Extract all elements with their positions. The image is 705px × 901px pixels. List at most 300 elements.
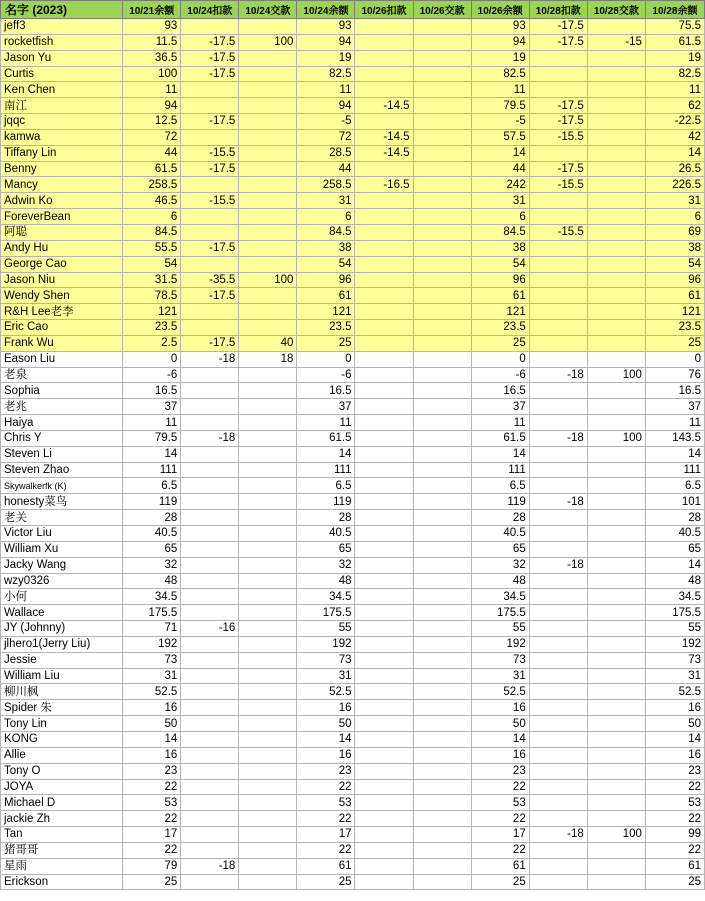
cell-deduction-1024[interactable] xyxy=(181,636,239,652)
cell-deduction-1024[interactable] xyxy=(181,747,239,763)
cell-balance-1024[interactable]: 50 xyxy=(297,716,355,732)
column-header-1026-payment[interactable]: 10/26交款 xyxy=(413,1,471,19)
cell-payment-1024[interactable] xyxy=(239,240,297,256)
cell-deduction-1024[interactable] xyxy=(181,462,239,478)
cell-deduction-1024[interactable] xyxy=(181,652,239,668)
cell-payment-1024[interactable] xyxy=(239,399,297,415)
cell-payment-1028[interactable] xyxy=(587,842,645,858)
cell-balance-1028[interactable]: 16 xyxy=(645,700,704,716)
cell-payment-1024[interactable] xyxy=(239,177,297,193)
cell-payment-1028[interactable] xyxy=(587,304,645,320)
cell-deduction-1028[interactable] xyxy=(529,842,587,858)
cell-balance-1026[interactable]: 16 xyxy=(471,747,529,763)
cell-deduction-1026[interactable] xyxy=(355,335,413,351)
cell-balance-1026[interactable]: 23 xyxy=(471,763,529,779)
cell-balance-1024[interactable]: 52.5 xyxy=(297,684,355,700)
cell-deduction-1028[interactable] xyxy=(529,478,587,494)
cell-balance-1024[interactable]: 32 xyxy=(297,557,355,573)
cell-deduction-1024[interactable] xyxy=(181,668,239,684)
cell-balance-1021[interactable]: 6.5 xyxy=(123,478,181,494)
cell-balance-1026[interactable]: 40.5 xyxy=(471,526,529,542)
cell-payment-1028[interactable] xyxy=(587,811,645,827)
cell-payment-1026[interactable] xyxy=(413,684,471,700)
cell-name[interactable]: jeff3 xyxy=(1,19,123,35)
cell-balance-1028[interactable]: 226.5 xyxy=(645,177,704,193)
cell-balance-1026[interactable]: 19 xyxy=(471,50,529,66)
cell-payment-1026[interactable] xyxy=(413,874,471,890)
cell-balance-1024[interactable]: 84.5 xyxy=(297,224,355,240)
cell-deduction-1024[interactable] xyxy=(181,256,239,272)
cell-deduction-1028[interactable] xyxy=(529,573,587,589)
cell-name[interactable]: jlhero1(Jerry Liu) xyxy=(1,636,123,652)
cell-deduction-1026[interactable] xyxy=(355,779,413,795)
cell-deduction-1024[interactable] xyxy=(181,367,239,383)
cell-deduction-1028[interactable] xyxy=(529,700,587,716)
cell-deduction-1028[interactable] xyxy=(529,82,587,98)
cell-balance-1024[interactable]: 31 xyxy=(297,668,355,684)
cell-balance-1021[interactable]: 6 xyxy=(123,209,181,225)
cell-deduction-1028[interactable] xyxy=(529,383,587,399)
cell-name[interactable]: Wendy Shen xyxy=(1,288,123,304)
cell-payment-1024[interactable] xyxy=(239,573,297,589)
cell-deduction-1026[interactable] xyxy=(355,288,413,304)
cell-name[interactable]: Sophia xyxy=(1,383,123,399)
cell-deduction-1024[interactable]: -18 xyxy=(181,351,239,367)
cell-balance-1026[interactable]: 11 xyxy=(471,82,529,98)
cell-balance-1028[interactable]: 37 xyxy=(645,399,704,415)
cell-balance-1024[interactable]: 53 xyxy=(297,795,355,811)
cell-payment-1024[interactable] xyxy=(239,114,297,130)
cell-name[interactable]: Tan xyxy=(1,827,123,843)
cell-name[interactable]: William Liu xyxy=(1,668,123,684)
cell-payment-1028[interactable]: 100 xyxy=(587,367,645,383)
cell-deduction-1026[interactable] xyxy=(355,747,413,763)
cell-deduction-1024[interactable] xyxy=(181,478,239,494)
cell-balance-1021[interactable]: 16.5 xyxy=(123,383,181,399)
cell-balance-1026[interactable]: 61.5 xyxy=(471,430,529,446)
cell-balance-1026[interactable]: 34.5 xyxy=(471,589,529,605)
cell-balance-1028[interactable]: 6.5 xyxy=(645,478,704,494)
cell-balance-1021[interactable]: 2.5 xyxy=(123,335,181,351)
cell-payment-1024[interactable] xyxy=(239,763,297,779)
cell-name[interactable]: Wallace xyxy=(1,605,123,621)
cell-balance-1021[interactable]: 55.5 xyxy=(123,240,181,256)
cell-balance-1026[interactable]: 65 xyxy=(471,541,529,557)
cell-name[interactable]: kamwa xyxy=(1,129,123,145)
cell-payment-1024[interactable] xyxy=(239,636,297,652)
cell-payment-1026[interactable] xyxy=(413,367,471,383)
cell-deduction-1024[interactable] xyxy=(181,304,239,320)
cell-deduction-1028[interactable] xyxy=(529,652,587,668)
cell-payment-1028[interactable] xyxy=(587,700,645,716)
cell-balance-1026[interactable]: 25 xyxy=(471,335,529,351)
cell-deduction-1026[interactable] xyxy=(355,573,413,589)
cell-deduction-1028[interactable]: -15.5 xyxy=(529,224,587,240)
cell-balance-1028[interactable]: 65 xyxy=(645,541,704,557)
cell-deduction-1026[interactable] xyxy=(355,415,413,431)
cell-balance-1026[interactable]: 6 xyxy=(471,209,529,225)
cell-balance-1021[interactable]: 31 xyxy=(123,668,181,684)
cell-payment-1026[interactable] xyxy=(413,811,471,827)
cell-balance-1026[interactable]: 54 xyxy=(471,256,529,272)
cell-balance-1021[interactable]: 175.5 xyxy=(123,605,181,621)
cell-payment-1028[interactable] xyxy=(587,288,645,304)
cell-deduction-1024[interactable] xyxy=(181,589,239,605)
cell-name[interactable]: JY (Johnny) xyxy=(1,621,123,637)
cell-deduction-1024[interactable] xyxy=(181,842,239,858)
cell-name[interactable]: 星雨 xyxy=(1,858,123,874)
cell-balance-1026[interactable]: 57.5 xyxy=(471,129,529,145)
cell-deduction-1028[interactable] xyxy=(529,510,587,526)
cell-balance-1028[interactable]: 50 xyxy=(645,716,704,732)
cell-payment-1024[interactable] xyxy=(239,462,297,478)
cell-deduction-1026[interactable]: -14.5 xyxy=(355,98,413,114)
cell-payment-1028[interactable] xyxy=(587,82,645,98)
cell-deduction-1026[interactable]: -16.5 xyxy=(355,177,413,193)
cell-deduction-1028[interactable]: -15.5 xyxy=(529,129,587,145)
cell-balance-1028[interactable]: 62 xyxy=(645,98,704,114)
cell-payment-1026[interactable] xyxy=(413,114,471,130)
cell-balance-1024[interactable]: 44 xyxy=(297,161,355,177)
cell-payment-1024[interactable] xyxy=(239,731,297,747)
cell-payment-1026[interactable] xyxy=(413,19,471,35)
cell-balance-1028[interactable]: 0 xyxy=(645,351,704,367)
cell-balance-1024[interactable]: 38 xyxy=(297,240,355,256)
cell-payment-1024[interactable] xyxy=(239,193,297,209)
cell-balance-1028[interactable]: 82.5 xyxy=(645,66,704,82)
cell-deduction-1026[interactable] xyxy=(355,240,413,256)
cell-balance-1021[interactable]: 32 xyxy=(123,557,181,573)
cell-deduction-1028[interactable] xyxy=(529,747,587,763)
cell-deduction-1024[interactable] xyxy=(181,129,239,145)
cell-deduction-1024[interactable] xyxy=(181,605,239,621)
cell-balance-1026[interactable]: 31 xyxy=(471,668,529,684)
cell-payment-1028[interactable] xyxy=(587,50,645,66)
cell-payment-1026[interactable] xyxy=(413,494,471,510)
cell-payment-1024[interactable] xyxy=(239,874,297,890)
cell-deduction-1026[interactable] xyxy=(355,731,413,747)
cell-balance-1024[interactable]: 54 xyxy=(297,256,355,272)
cell-balance-1021[interactable]: 71 xyxy=(123,621,181,637)
cell-deduction-1026[interactable] xyxy=(355,462,413,478)
cell-deduction-1024[interactable]: -18 xyxy=(181,858,239,874)
cell-balance-1021[interactable]: 119 xyxy=(123,494,181,510)
cell-name[interactable]: Tony Lin xyxy=(1,716,123,732)
cell-balance-1021[interactable]: 14 xyxy=(123,446,181,462)
cell-name[interactable]: Andy Hu xyxy=(1,240,123,256)
cell-name[interactable]: Mancy xyxy=(1,177,123,193)
cell-name[interactable]: Steven Zhao xyxy=(1,462,123,478)
cell-balance-1028[interactable]: 99 xyxy=(645,827,704,843)
cell-balance-1021[interactable]: 17 xyxy=(123,827,181,843)
cell-balance-1026[interactable]: 11 xyxy=(471,415,529,431)
cell-deduction-1026[interactable] xyxy=(355,621,413,637)
cell-deduction-1028[interactable]: -17.5 xyxy=(529,161,587,177)
cell-deduction-1024[interactable]: -17.5 xyxy=(181,114,239,130)
cell-deduction-1026[interactable] xyxy=(355,494,413,510)
cell-payment-1024[interactable] xyxy=(239,811,297,827)
cell-balance-1024[interactable]: 16.5 xyxy=(297,383,355,399)
cell-payment-1028[interactable]: 100 xyxy=(587,430,645,446)
cell-deduction-1024[interactable] xyxy=(181,19,239,35)
cell-name[interactable]: KONG xyxy=(1,731,123,747)
cell-payment-1024[interactable] xyxy=(239,129,297,145)
cell-name[interactable]: R&H Lee老李 xyxy=(1,304,123,320)
cell-deduction-1024[interactable] xyxy=(181,827,239,843)
cell-balance-1026[interactable]: 119 xyxy=(471,494,529,510)
cell-deduction-1026[interactable] xyxy=(355,668,413,684)
cell-payment-1024[interactable] xyxy=(239,621,297,637)
cell-balance-1024[interactable]: 55 xyxy=(297,621,355,637)
cell-deduction-1026[interactable] xyxy=(355,510,413,526)
cell-name[interactable]: Jason Niu xyxy=(1,272,123,288)
cell-deduction-1024[interactable] xyxy=(181,510,239,526)
cell-deduction-1028[interactable] xyxy=(529,668,587,684)
cell-payment-1024[interactable] xyxy=(239,50,297,66)
cell-balance-1026[interactable]: 32 xyxy=(471,557,529,573)
cell-balance-1024[interactable]: 14 xyxy=(297,446,355,462)
cell-name[interactable]: ForeverBean xyxy=(1,209,123,225)
cell-name[interactable]: Tony O xyxy=(1,763,123,779)
cell-balance-1028[interactable]: 192 xyxy=(645,636,704,652)
cell-balance-1021[interactable]: 25 xyxy=(123,874,181,890)
cell-balance-1026[interactable]: 14 xyxy=(471,446,529,462)
cell-balance-1024[interactable]: 258.5 xyxy=(297,177,355,193)
cell-name[interactable]: George Cao xyxy=(1,256,123,272)
cell-name[interactable]: Benny xyxy=(1,161,123,177)
cell-payment-1028[interactable] xyxy=(587,446,645,462)
cell-payment-1024[interactable] xyxy=(239,700,297,716)
cell-balance-1028[interactable]: 14 xyxy=(645,557,704,573)
cell-payment-1028[interactable] xyxy=(587,19,645,35)
cell-balance-1028[interactable]: 14 xyxy=(645,446,704,462)
cell-balance-1024[interactable]: 22 xyxy=(297,779,355,795)
cell-balance-1024[interactable]: 121 xyxy=(297,304,355,320)
cell-payment-1024[interactable]: 100 xyxy=(239,34,297,50)
cell-payment-1026[interactable] xyxy=(413,399,471,415)
cell-deduction-1028[interactable] xyxy=(529,320,587,336)
cell-balance-1026[interactable]: 23.5 xyxy=(471,320,529,336)
cell-deduction-1024[interactable] xyxy=(181,684,239,700)
cell-payment-1028[interactable] xyxy=(587,510,645,526)
cell-payment-1028[interactable] xyxy=(587,383,645,399)
cell-balance-1024[interactable]: 192 xyxy=(297,636,355,652)
column-header-1028-deduction[interactable]: 10/28扣款 xyxy=(529,1,587,19)
cell-payment-1026[interactable] xyxy=(413,161,471,177)
cell-payment-1028[interactable] xyxy=(587,351,645,367)
cell-deduction-1024[interactable] xyxy=(181,177,239,193)
cell-payment-1026[interactable] xyxy=(413,842,471,858)
cell-payment-1024[interactable] xyxy=(239,256,297,272)
cell-payment-1024[interactable] xyxy=(239,494,297,510)
cell-payment-1026[interactable] xyxy=(413,82,471,98)
cell-balance-1026[interactable]: 38 xyxy=(471,240,529,256)
cell-name[interactable]: Victor Liu xyxy=(1,526,123,542)
cell-balance-1021[interactable]: 11.5 xyxy=(123,34,181,50)
cell-deduction-1028[interactable]: -18 xyxy=(529,827,587,843)
cell-payment-1024[interactable] xyxy=(239,19,297,35)
cell-balance-1024[interactable]: 31 xyxy=(297,193,355,209)
cell-balance-1026[interactable]: 50 xyxy=(471,716,529,732)
column-header-1026-balance[interactable]: 10/26余额 xyxy=(471,1,529,19)
cell-balance-1024[interactable]: 48 xyxy=(297,573,355,589)
cell-balance-1028[interactable]: 22 xyxy=(645,842,704,858)
column-header-1028-payment[interactable]: 10/28交款 xyxy=(587,1,645,19)
cell-deduction-1028[interactable] xyxy=(529,858,587,874)
cell-balance-1024[interactable]: 61.5 xyxy=(297,430,355,446)
cell-balance-1026[interactable]: 48 xyxy=(471,573,529,589)
cell-payment-1026[interactable] xyxy=(413,541,471,557)
cell-deduction-1028[interactable] xyxy=(529,351,587,367)
cell-balance-1028[interactable]: 76 xyxy=(645,367,704,383)
cell-payment-1026[interactable] xyxy=(413,636,471,652)
cell-deduction-1028[interactable]: -18 xyxy=(529,367,587,383)
cell-balance-1021[interactable]: 23.5 xyxy=(123,320,181,336)
cell-balance-1024[interactable]: 14 xyxy=(297,731,355,747)
cell-deduction-1026[interactable] xyxy=(355,605,413,621)
cell-balance-1024[interactable]: 94 xyxy=(297,98,355,114)
cell-name[interactable]: 南江 xyxy=(1,98,123,114)
cell-balance-1028[interactable]: 25 xyxy=(645,335,704,351)
cell-payment-1028[interactable] xyxy=(587,573,645,589)
cell-deduction-1024[interactable] xyxy=(181,224,239,240)
cell-balance-1024[interactable]: 119 xyxy=(297,494,355,510)
cell-deduction-1026[interactable] xyxy=(355,700,413,716)
cell-name[interactable]: Chris Y xyxy=(1,430,123,446)
cell-balance-1026[interactable]: 175.5 xyxy=(471,605,529,621)
cell-payment-1024[interactable] xyxy=(239,827,297,843)
cell-payment-1028[interactable] xyxy=(587,716,645,732)
cell-payment-1028[interactable] xyxy=(587,747,645,763)
cell-payment-1026[interactable] xyxy=(413,240,471,256)
cell-payment-1028[interactable] xyxy=(587,66,645,82)
cell-deduction-1026[interactable] xyxy=(355,795,413,811)
cell-deduction-1028[interactable] xyxy=(529,874,587,890)
cell-payment-1028[interactable] xyxy=(587,605,645,621)
cell-deduction-1028[interactable] xyxy=(529,589,587,605)
cell-balance-1021[interactable]: 111 xyxy=(123,462,181,478)
cell-payment-1026[interactable] xyxy=(413,177,471,193)
cell-deduction-1024[interactable] xyxy=(181,795,239,811)
cell-payment-1028[interactable] xyxy=(587,874,645,890)
cell-payment-1028[interactable]: 100 xyxy=(587,827,645,843)
cell-balance-1028[interactable]: 96 xyxy=(645,272,704,288)
cell-balance-1026[interactable]: -5 xyxy=(471,114,529,130)
cell-name[interactable]: 老关 xyxy=(1,510,123,526)
cell-balance-1024[interactable]: 23 xyxy=(297,763,355,779)
cell-balance-1024[interactable]: 61 xyxy=(297,288,355,304)
cell-payment-1024[interactable] xyxy=(239,589,297,605)
cell-balance-1021[interactable]: 16 xyxy=(123,700,181,716)
cell-payment-1026[interactable] xyxy=(413,288,471,304)
cell-balance-1024[interactable]: 93 xyxy=(297,19,355,35)
cell-balance-1024[interactable]: 28 xyxy=(297,510,355,526)
cell-deduction-1026[interactable] xyxy=(355,636,413,652)
cell-balance-1021[interactable]: 78.5 xyxy=(123,288,181,304)
cell-deduction-1028[interactable]: -18 xyxy=(529,430,587,446)
cell-name[interactable]: Skywalkerfk (K) xyxy=(1,478,123,494)
cell-name[interactable]: Jacky Wang xyxy=(1,557,123,573)
cell-balance-1024[interactable]: 61 xyxy=(297,858,355,874)
cell-balance-1026[interactable]: 84.5 xyxy=(471,224,529,240)
cell-balance-1026[interactable]: 61 xyxy=(471,288,529,304)
cell-balance-1021[interactable]: 11 xyxy=(123,82,181,98)
cell-balance-1021[interactable]: 121 xyxy=(123,304,181,320)
cell-deduction-1024[interactable]: -17.5 xyxy=(181,66,239,82)
cell-balance-1028[interactable]: 121 xyxy=(645,304,704,320)
cell-deduction-1028[interactable] xyxy=(529,526,587,542)
cell-deduction-1026[interactable] xyxy=(355,842,413,858)
cell-deduction-1028[interactable] xyxy=(529,795,587,811)
cell-payment-1028[interactable] xyxy=(587,256,645,272)
cell-payment-1024[interactable] xyxy=(239,430,297,446)
cell-payment-1028[interactable] xyxy=(587,335,645,351)
cell-deduction-1028[interactable] xyxy=(529,541,587,557)
cell-balance-1021[interactable]: 48 xyxy=(123,573,181,589)
cell-payment-1026[interactable] xyxy=(413,351,471,367)
cell-deduction-1028[interactable] xyxy=(529,50,587,66)
cell-name[interactable]: Eason Liu xyxy=(1,351,123,367)
cell-deduction-1026[interactable] xyxy=(355,811,413,827)
cell-deduction-1026[interactable] xyxy=(355,858,413,874)
cell-payment-1028[interactable]: -15 xyxy=(587,34,645,50)
cell-deduction-1026[interactable] xyxy=(355,541,413,557)
column-header-1026-deduction[interactable]: 10/26扣款 xyxy=(355,1,413,19)
cell-balance-1021[interactable]: 37 xyxy=(123,399,181,415)
cell-name[interactable]: wzy0326 xyxy=(1,573,123,589)
cell-balance-1028[interactable]: 23 xyxy=(645,763,704,779)
cell-name[interactable]: Haiya xyxy=(1,415,123,431)
column-header-1024-balance[interactable]: 10/24余额 xyxy=(297,1,355,19)
cell-balance-1024[interactable]: -6 xyxy=(297,367,355,383)
cell-deduction-1024[interactable] xyxy=(181,557,239,573)
cell-deduction-1026[interactable] xyxy=(355,399,413,415)
cell-balance-1026[interactable]: 22 xyxy=(471,842,529,858)
cell-balance-1021[interactable]: 54 xyxy=(123,256,181,272)
cell-balance-1026[interactable]: 73 xyxy=(471,652,529,668)
cell-balance-1024[interactable]: 175.5 xyxy=(297,605,355,621)
cell-payment-1028[interactable] xyxy=(587,478,645,494)
cell-balance-1021[interactable]: 61.5 xyxy=(123,161,181,177)
cell-balance-1028[interactable]: 34.5 xyxy=(645,589,704,605)
cell-payment-1024[interactable] xyxy=(239,747,297,763)
cell-payment-1024[interactable] xyxy=(239,668,297,684)
cell-deduction-1028[interactable] xyxy=(529,779,587,795)
cell-balance-1026[interactable]: 82.5 xyxy=(471,66,529,82)
cell-deduction-1024[interactable]: -17.5 xyxy=(181,335,239,351)
cell-payment-1024[interactable] xyxy=(239,605,297,621)
cell-deduction-1028[interactable] xyxy=(529,193,587,209)
cell-balance-1028[interactable]: 40.5 xyxy=(645,526,704,542)
cell-payment-1024[interactable] xyxy=(239,98,297,114)
cell-deduction-1028[interactable]: -18 xyxy=(529,557,587,573)
cell-deduction-1026[interactable]: -14.5 xyxy=(355,129,413,145)
cell-payment-1026[interactable] xyxy=(413,526,471,542)
cell-payment-1024[interactable] xyxy=(239,541,297,557)
cell-payment-1024[interactable] xyxy=(239,510,297,526)
cell-balance-1026[interactable]: 53 xyxy=(471,795,529,811)
cell-balance-1026[interactable]: 52.5 xyxy=(471,684,529,700)
cell-balance-1024[interactable]: 19 xyxy=(297,50,355,66)
cell-payment-1024[interactable] xyxy=(239,478,297,494)
cell-payment-1028[interactable] xyxy=(587,763,645,779)
cell-balance-1021[interactable]: 22 xyxy=(123,811,181,827)
cell-deduction-1028[interactable] xyxy=(529,684,587,700)
cell-deduction-1028[interactable]: -17.5 xyxy=(529,98,587,114)
cell-balance-1021[interactable]: 22 xyxy=(123,842,181,858)
column-header-name[interactable]: 名字 (2023) xyxy=(1,1,123,19)
cell-deduction-1028[interactable]: -17.5 xyxy=(529,19,587,35)
